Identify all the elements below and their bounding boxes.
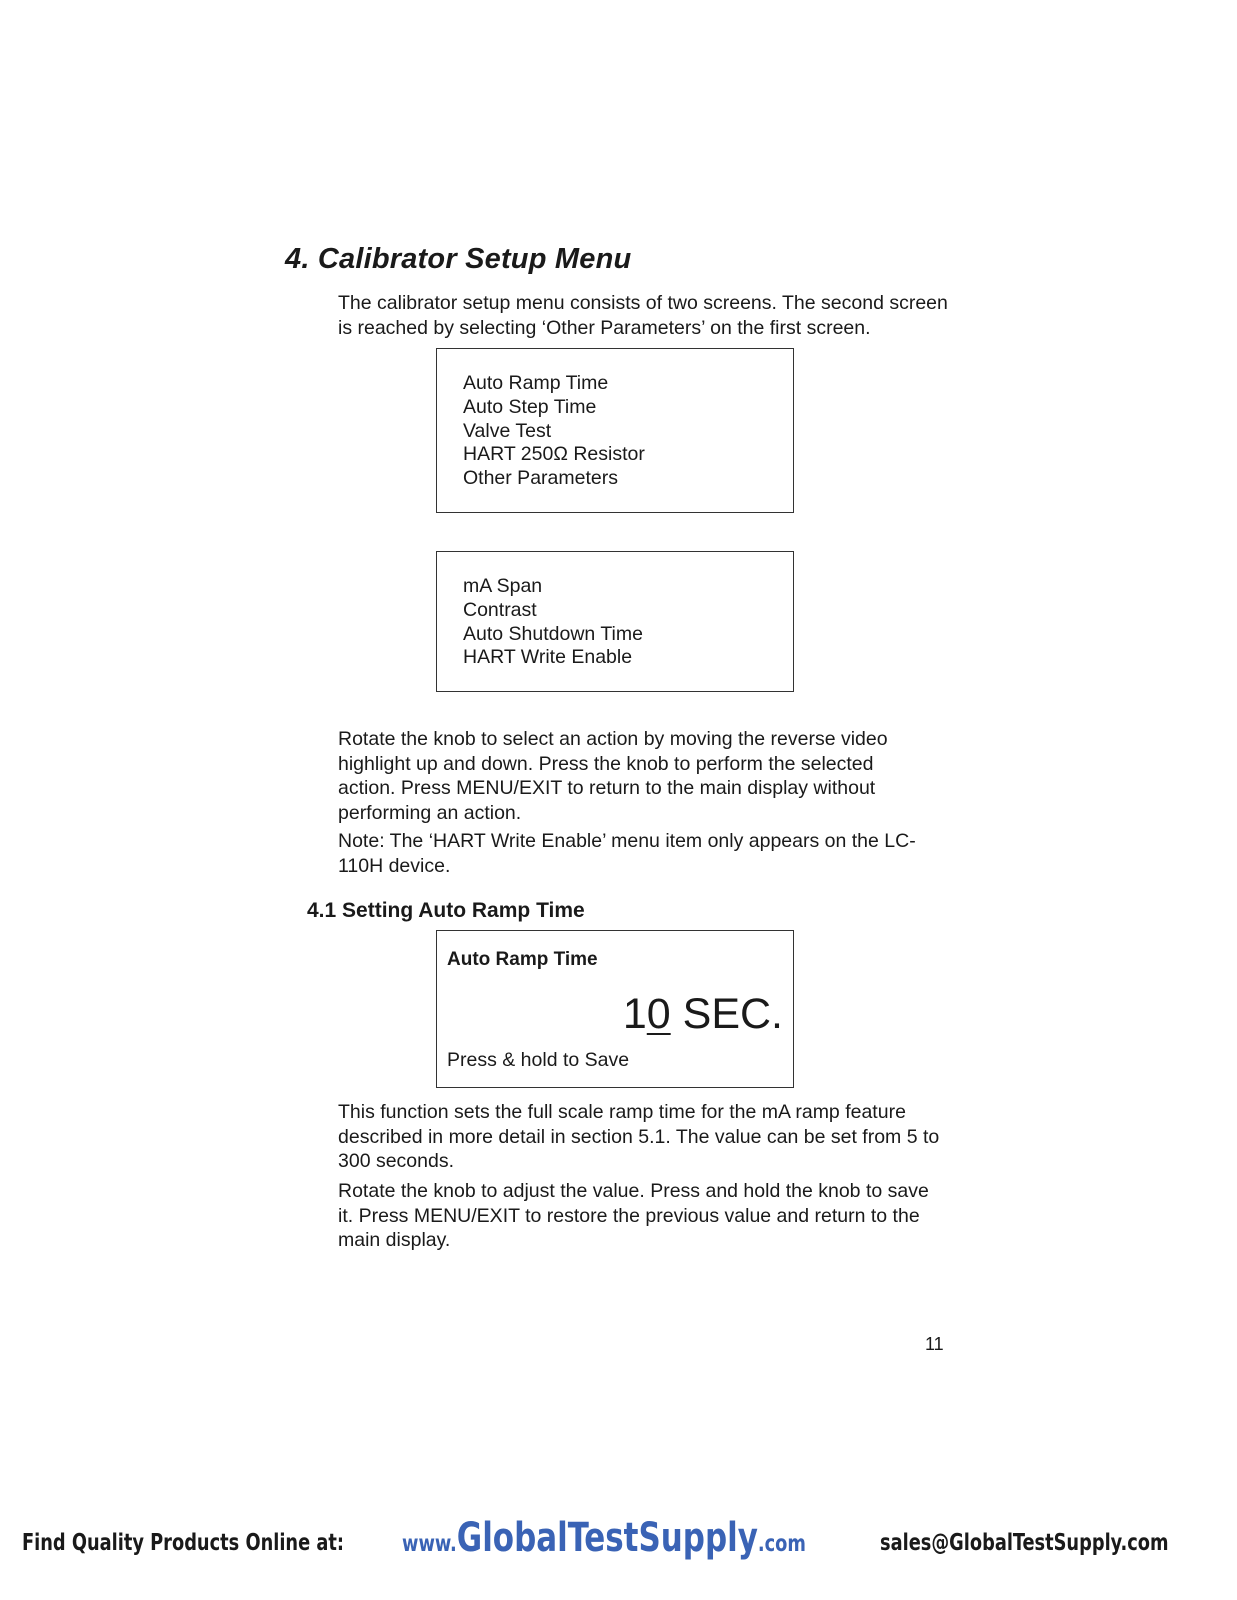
lcd-value-digits: 1 <box>622 990 647 1038</box>
ramp-description-paragraph: This function sets the full scale ramp time for the mA ramp feature described in more detail in section 5.1. The value can be set from 5 to 300 seconds. <box>338 1101 940 1172</box>
menu-item-auto-shutdown-time[interactable]: Auto Shutdown Time <box>463 622 643 645</box>
footer-website-link[interactable] <box>402 1515 806 1561</box>
subsection-title: 4.1 Setting Auto Ramp Time <box>307 899 585 922</box>
menu-item-auto-ramp-time[interactable]: Auto Ramp Time <box>463 372 609 394</box>
footer-email-link[interactable]: sales@GlobalTestSupply.com <box>880 1530 1169 1556</box>
menu-item-valve-test[interactable]: Valve Test <box>463 419 552 442</box>
auto-ramp-time-screen <box>436 930 794 1088</box>
setup-menu-list-1 <box>463 372 645 491</box>
menu-item-other-parameters[interactable]: Other Parameters <box>463 467 618 490</box>
menu-item-ma-span[interactable]: mA Span <box>463 575 543 597</box>
menu-item-hart-write-enable[interactable]: HART Write Enable <box>463 646 633 669</box>
lcd-value <box>623 991 783 1037</box>
note-paragraph: Note: The ‘HART Write Enable’ menu item only appears on the LC-110H device. <box>338 830 916 877</box>
setup-menu-list-2 <box>463 575 643 670</box>
footer-tagline: Find Quality Products Online at: <box>22 1530 345 1556</box>
footer-url-prefix: www. <box>402 1531 457 1557</box>
lcd-value-unit: SEC. <box>670 990 783 1038</box>
footer-url-suffix: .com <box>757 1531 806 1557</box>
instructions-paragraph: Rotate the knob to select an action by moving the reverse video highlight up and down. Press the knob to perform the selected action. Press MENU/EXIT to return to the main display without performing an action. <box>338 728 888 824</box>
lcd-footer: Press & hold to Save <box>447 1049 630 1071</box>
menu-item-auto-step-time[interactable]: Auto Step Time <box>463 395 597 418</box>
section-title: 4. Calibrator Setup Menu <box>285 243 632 275</box>
intro-paragraph: The calibrator setup menu consists of two screens. The second screen is reached by selecting ‘Other Parameters’ on the first screen. <box>338 292 948 339</box>
menu-item-contrast[interactable]: Contrast <box>463 598 537 621</box>
lcd-cursor-digit: 0 <box>646 990 671 1038</box>
setup-screen-1 <box>436 348 794 513</box>
page-number: 11 <box>925 1334 944 1354</box>
footer-url-brand: GlobalTestSupply <box>456 1515 758 1561</box>
ramp-instructions-paragraph: Rotate the knob to adjust the value. Press and hold the knob to save it. Press MENU/EXIT to restore the previous value and return to the main display. <box>338 1180 929 1251</box>
footer-banner <box>0 1510 1237 1570</box>
setup-screen-2 <box>436 551 794 692</box>
lcd-header: Auto Ramp Time <box>447 949 598 970</box>
menu-item-hart-resistor[interactable]: HART 250Ω Resistor <box>463 443 645 466</box>
